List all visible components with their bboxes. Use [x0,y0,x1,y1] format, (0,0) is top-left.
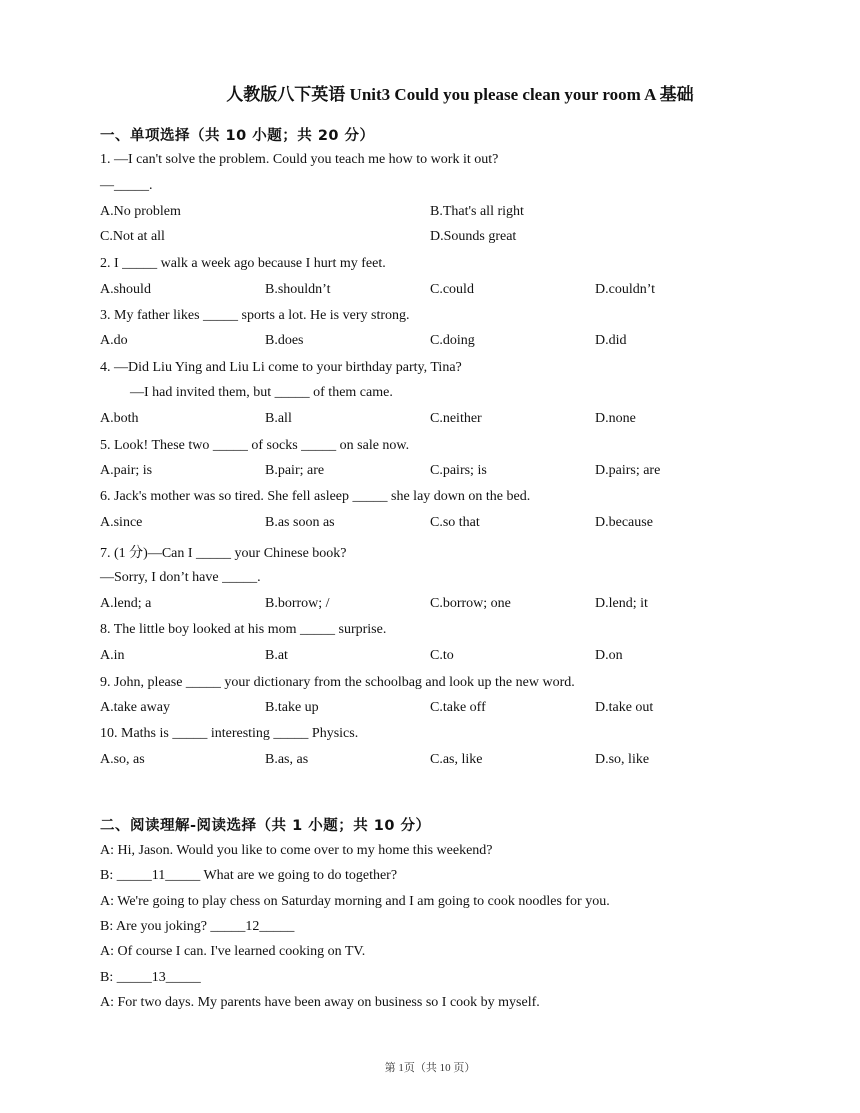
question-7-reply: —Sorry, I don’t have _____. [100,570,261,585]
question-9-option-b[interactable]: B.take up [265,700,319,715]
question-3-option-d[interactable]: D.did [595,333,627,348]
dialogue-line: B: _____11_____ What are we going to do together? [100,868,398,883]
question-8-option-a[interactable]: A.in [100,648,125,663]
question-2-option-b[interactable]: B.shouldn’t [265,282,331,297]
question-4-option-c[interactable]: C.neither [430,411,482,426]
question-7-option-a[interactable]: A.lend; a [100,596,152,611]
question-5-option-d[interactable]: D.pairs; are [595,463,661,478]
question-2-stem: 2. I _____ walk a week ago because I hurt my feet. [100,256,386,271]
question-10-option-a[interactable]: A.so, as [100,752,145,767]
question-5-option-b[interactable]: B.pair; are [265,463,325,478]
question-1-option-d[interactable]: D.Sounds great [430,229,517,244]
dialogue-line: A: For two days. My parents have been away on business so I cook by myself. [100,995,540,1010]
dialogue-line: A: We're going to play chess on Saturday morning and I am going to cook noodles for you. [100,894,610,909]
dialogue-line: B: _____13_____ [100,970,201,985]
question-1-option-a[interactable]: A.No problem [100,204,181,219]
question-1-stem: 1. —I can't solve the problem. Could you teach me how to work it out? [100,152,499,167]
question-4-stem: 4. —Did Liu Ying and Liu Li come to your birthday party, Tina? [100,360,462,375]
question-1-answer-line: —_____. [100,178,153,193]
question-9-stem: 9. John, please _____ your dictionary from the schoolbag and look up the new word. [100,675,575,690]
question-3-option-a[interactable]: A.do [100,333,128,348]
question-2-option-d[interactable]: D.couldn’t [595,282,656,297]
question-7-stem: 7. (1 分)—Can I _____ your Chinese book? [100,546,347,561]
section-heading-1: 一、单项选择（共 10 小题；共 20 分） [100,128,375,144]
question-5-stem: 5. Look! These two _____ of socks _____ on sale now. [100,438,410,453]
question-4-option-a[interactable]: A.both [100,411,139,426]
page-footer: 第 1页（共 10 页） [384,1062,476,1074]
question-10-stem: 10. Maths is _____ interesting _____ Physics. [100,726,359,741]
question-10-option-b[interactable]: B.as, as [265,752,309,767]
question-4-option-d[interactable]: D.none [595,411,636,426]
question-1-option-c[interactable]: C.Not at all [100,229,165,244]
question-10-option-d[interactable]: D.so, like [595,752,650,767]
question-6-option-d[interactable]: D.because [595,515,653,530]
dialogue-line: B: Are you joking? _____12_____ [100,919,295,934]
dialogue-line: A: Hi, Jason. Would you like to come over to my home this weekend? [100,843,493,858]
section-heading-2: 二、阅读理解-阅读选择（共 1 小题；共 10 分） [100,818,431,834]
question-4-option-b[interactable]: B.all [265,411,292,426]
question-3-option-c[interactable]: C.doing [430,333,475,348]
question-1-option-b[interactable]: B.That's all right [430,204,524,219]
question-9-option-d[interactable]: D.take out [595,700,654,715]
question-5-option-c[interactable]: C.pairs; is [430,463,487,478]
question-2-option-c[interactable]: C.could [430,282,474,297]
page-title: 人教版八下英语 Unit3 Could you please clean your room A 基础 [226,85,694,104]
question-4-reply: —I had invited them, but _____ of them came. [130,385,393,400]
question-3-stem: 3. My father likes _____ sports a lot. He is very strong. [100,308,410,323]
question-2-option-a[interactable]: A.should [100,282,151,297]
question-3-option-b[interactable]: B.does [265,333,304,348]
question-5-option-a[interactable]: A.pair; is [100,463,153,478]
question-8-stem: 8. The little boy looked at his mom _____ surprise. [100,622,387,637]
question-10-option-c[interactable]: C.as, like [430,752,483,767]
dialogue-line: A: Of course I can. I've learned cooking on TV. [100,944,366,959]
question-6-option-a[interactable]: A.since [100,515,143,530]
question-8-option-b[interactable]: B.at [265,648,288,663]
question-9-option-a[interactable]: A.take away [100,700,170,715]
question-8-option-d[interactable]: D.on [595,648,623,663]
question-8-option-c[interactable]: C.to [430,648,454,663]
question-7-option-d[interactable]: D.lend; it [595,596,648,611]
question-6-option-c[interactable]: C.so that [430,515,480,530]
question-6-option-b[interactable]: B.as soon as [265,515,335,530]
question-6-stem: 6. Jack's mother was so tired. She fell asleep _____ she lay down on the bed. [100,489,531,504]
question-9-option-c[interactable]: C.take off [430,700,486,715]
question-7-option-b[interactable]: B.borrow; / [265,596,330,611]
question-7-option-c[interactable]: C.borrow; one [430,596,511,611]
